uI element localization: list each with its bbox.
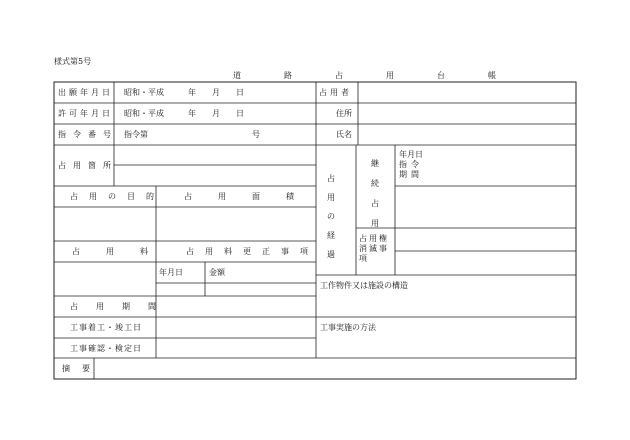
extinction-label: 占用権消滅事項 <box>359 234 389 263</box>
structure-label: 工作物件又は施設の構造 <box>320 281 408 290</box>
order-date-label <box>399 150 427 180</box>
construction-method-label: 工事実施の方法 <box>320 323 376 332</box>
continuation-label: 継続占用 <box>371 159 379 228</box>
occupant-label: 占用者 <box>319 88 352 97</box>
address-label: 住所 <box>336 109 352 118</box>
period-label: 占用期間 <box>70 302 174 311</box>
remarks-label: 摘要 <box>62 364 102 373</box>
fee-change-label: 占用料更正事項 <box>186 247 319 256</box>
fee-label: 占用料 <box>72 247 174 256</box>
order-date-line-2: 指令 <box>399 160 423 169</box>
order-number-value: 指令第 号 <box>124 130 260 139</box>
construction-date-label: 工事着工・竣工日 <box>70 323 142 332</box>
order-number-label: 指令番号 <box>58 130 118 139</box>
order-date-line-1: 年月日 <box>399 150 423 159</box>
fee-change-amount-label: 金額 <box>209 268 225 277</box>
form-code: 様式第5号 <box>54 57 92 66</box>
history-label: 占用の経過 <box>327 174 335 259</box>
form-title: 道路占用台帳 <box>233 71 539 80</box>
permit-date-value: 昭和・平成 年 月 日 <box>124 109 244 118</box>
name-label: 氏名 <box>336 130 352 139</box>
application-date-label: 出願年月日 <box>58 88 113 97</box>
permit-date-label: 許可年月日 <box>58 109 113 118</box>
inspection-date-label: 工事確認・検定日 <box>70 344 142 353</box>
location-label: 占用箇所 <box>58 161 118 170</box>
application-date-value: 昭和・平成 年 月 日 <box>124 88 244 97</box>
area-label: 占用面積 <box>184 192 320 201</box>
purpose-label: 占用の目的 <box>70 192 165 201</box>
order-date-line-3: 期間 <box>399 170 423 179</box>
fee-change-date-label: 年月日 <box>159 268 183 277</box>
